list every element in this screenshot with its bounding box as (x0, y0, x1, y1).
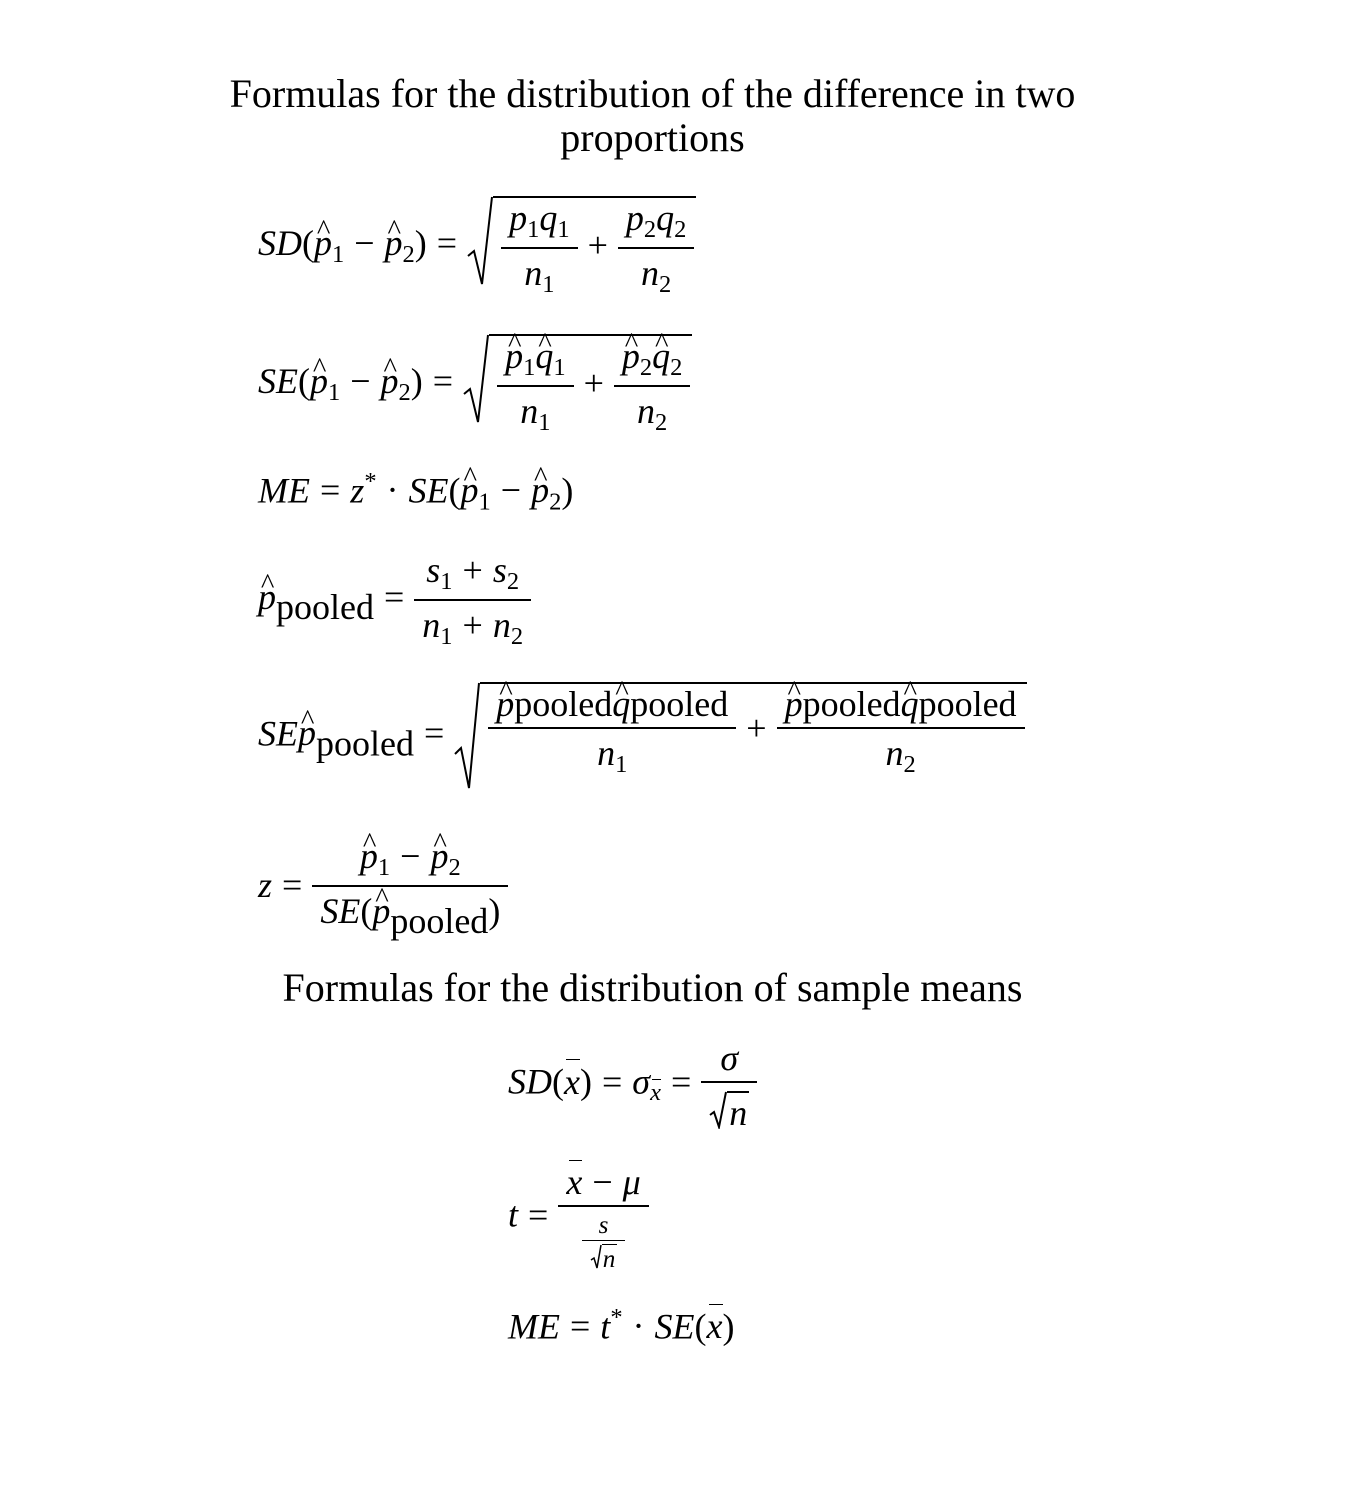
heading-two-proportions (0, 72, 1305, 160)
formula-se-difference: SE(^ $p_1$ −^ $p_2$) = ^ $\frac{p_1\^{} q_1}{n_1}$ + ^ $\frac{p_2\^{} q_2}{n_2}$ (258, 334, 692, 436)
square-root: ^ $\frac{\text{ppooled\textasciicircum{} qpooled}}{n_1}$ + ^ $\frac{\text{ppooled\textasciicircum{} qpooled}}{n_2}$ (454, 682, 1026, 792)
heading-two-proportions-line2: proportions (560, 115, 745, 160)
radical-sign (463, 334, 489, 426)
square-root: $\frac{p_1q_1}{n_1}$ + $\frac{p_2q_2}{n_2}$ (467, 196, 696, 298)
formula-p-pooled: ^ ppooled = $\frac{s_1 + s_2}{n_1 + n_2}$ (258, 552, 531, 650)
formula-se-pooled: SE^ ppooled = ^ $\frac{\text{ppooled\textasciicircum{} qpooled}}{n_1}$ + ^ $\frac{\text{ppooled\textasciicircum{} qpooled}}{n_2}$ (258, 682, 1027, 792)
formula-sd-difference: SD(^ $p_1$ −^ $p_2$) = $\frac{p_1q_1}{n_1}$ + $\frac{p_2q_2}{n_2}$ (258, 196, 696, 298)
radical-sign (467, 196, 493, 288)
square-root: n (590, 1244, 618, 1272)
square-root: n (709, 1091, 749, 1131)
radical-sign (709, 1091, 727, 1129)
formula-me-sample-mean: ME = t* · SE(x) (508, 1304, 735, 1347)
formula-me-proportions: ME = z* · SE(^ $p_1$ −^ $p_2$) (258, 470, 573, 515)
formula-z-score: z = ^ $\frac{p_1 -\^{} p_2}{\text{SE(\textasciicircum{} ppooled)}}$ (258, 838, 508, 939)
formula-t-statistic: t = $\frac{x - \mu}{\frac{s}{n}}$ (508, 1164, 649, 1273)
heading-two-proportions-line1: Formulas for the distribution of the difference in two (229, 71, 1076, 116)
square-root: ^ $\frac{p_1\^{} q_1}{n_1}$ + ^ $\frac{p_2\^{} q_2}{n_2}$ (463, 334, 692, 436)
radical-sign (454, 682, 480, 792)
heading-sample-means: Formulas for the distribution of sample means (282, 965, 1023, 1010)
radical-sign (590, 1244, 602, 1270)
formula-sd-sample-mean: SD(x) = σx = $\frac{\sigma}{n}$ (508, 1040, 757, 1131)
